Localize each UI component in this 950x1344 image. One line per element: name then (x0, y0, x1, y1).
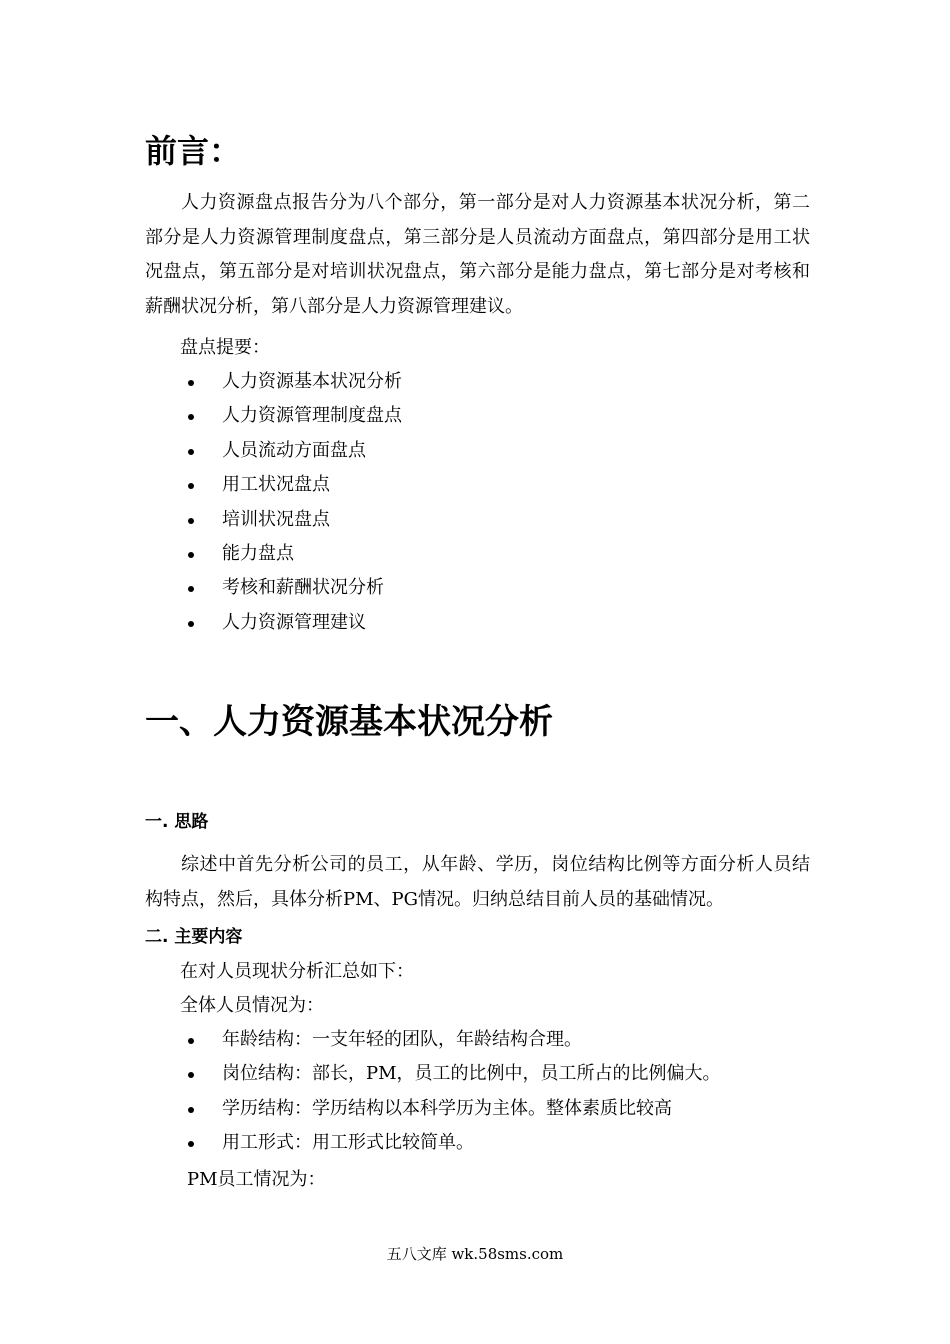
list-item (185, 399, 402, 433)
bullet-icon (188, 552, 194, 558)
preface-paragraph: 人力资源盘点报告分为八个部分，第一部分是对人力资源基本状况分析，第二部分是人力资源管理制度盘点，第三部分是人员流动方面盘点，第四部分是用工状况盘点，第五部分是对培训状况盘点，第六部分是能力盘点，第七部分是对考核和薪酬状况分析，第八部分是人力资源管理建议。 (145, 192, 810, 317)
summary-list (185, 365, 402, 640)
list-item-text: 培训状况盘点 (222, 508, 330, 530)
content-intro: 在对人员现状分析汇总如下： (180, 961, 414, 982)
section-title: 一、人力资源基本状况分析 (145, 702, 553, 742)
list-item (185, 434, 402, 468)
preface-title: 前言： (145, 132, 242, 170)
summary-label: 盘点提要： (180, 337, 270, 358)
list-item-text: 学历结构：学历结构以本科学历为主体。整体素质比较高 (222, 1097, 672, 1119)
all-staff-label: 全体人员情况为： (180, 995, 324, 1016)
content-heading: 二. 主要内容 (145, 927, 243, 947)
list-item (185, 571, 402, 605)
bullet-icon (188, 1072, 194, 1078)
staff-list (185, 1023, 721, 1161)
bullet-icon (188, 1107, 194, 1113)
bullet-icon (188, 483, 194, 489)
bullet-icon (188, 518, 194, 524)
bullet-icon (188, 621, 194, 627)
list-item (185, 1126, 721, 1160)
list-item-text: 人力资源基本状况分析 (222, 371, 402, 392)
bullet-icon (188, 1038, 194, 1044)
list-item (185, 537, 402, 571)
bullet-icon (188, 380, 194, 386)
bullet-icon (188, 586, 194, 592)
list-item-text: 人力资源管理制度盘点 (222, 405, 402, 427)
list-item-text: 考核和薪酬状况分析 (222, 577, 384, 599)
thinking-paragraph: 综述中首先分析公司的员工，从年龄、学历，岗位结构比例等方面分析人员结构特点，然后，具体分析PM、PG情况。归纳总结目前人员的基础情况。 (145, 854, 810, 910)
list-item-text: 岗位结构：部长，PM，员工的比例中，员工所占的比例偏大。 (222, 1063, 721, 1085)
footer-watermark: 五八文库 wk.58sms.com (386, 1245, 564, 1263)
bullet-icon (188, 1141, 194, 1147)
bullet-icon (188, 414, 194, 420)
list-item-text: 人员流动方面盘点 (222, 439, 366, 461)
list-item (185, 503, 402, 537)
list-item-text: 年龄结构：一支年轻的团队，年龄结构合理。 (222, 1029, 582, 1050)
list-item-text: 人力资源管理建议 (222, 611, 366, 633)
list-item-text: 用工状况盘点 (222, 474, 330, 496)
list-item-text: 用工形式：用工形式比较简单。 (222, 1132, 474, 1154)
list-item-text: 能力盘点 (222, 542, 294, 564)
bullet-icon (188, 449, 194, 455)
list-item (185, 468, 402, 502)
pm-label: PM员工情况为： (187, 1169, 326, 1190)
list-item (185, 1092, 721, 1126)
thinking-heading: 一. 思路 (145, 812, 209, 832)
list-item (185, 1057, 721, 1091)
list-item (185, 365, 402, 399)
list-item (185, 606, 402, 640)
list-item (185, 1023, 721, 1057)
